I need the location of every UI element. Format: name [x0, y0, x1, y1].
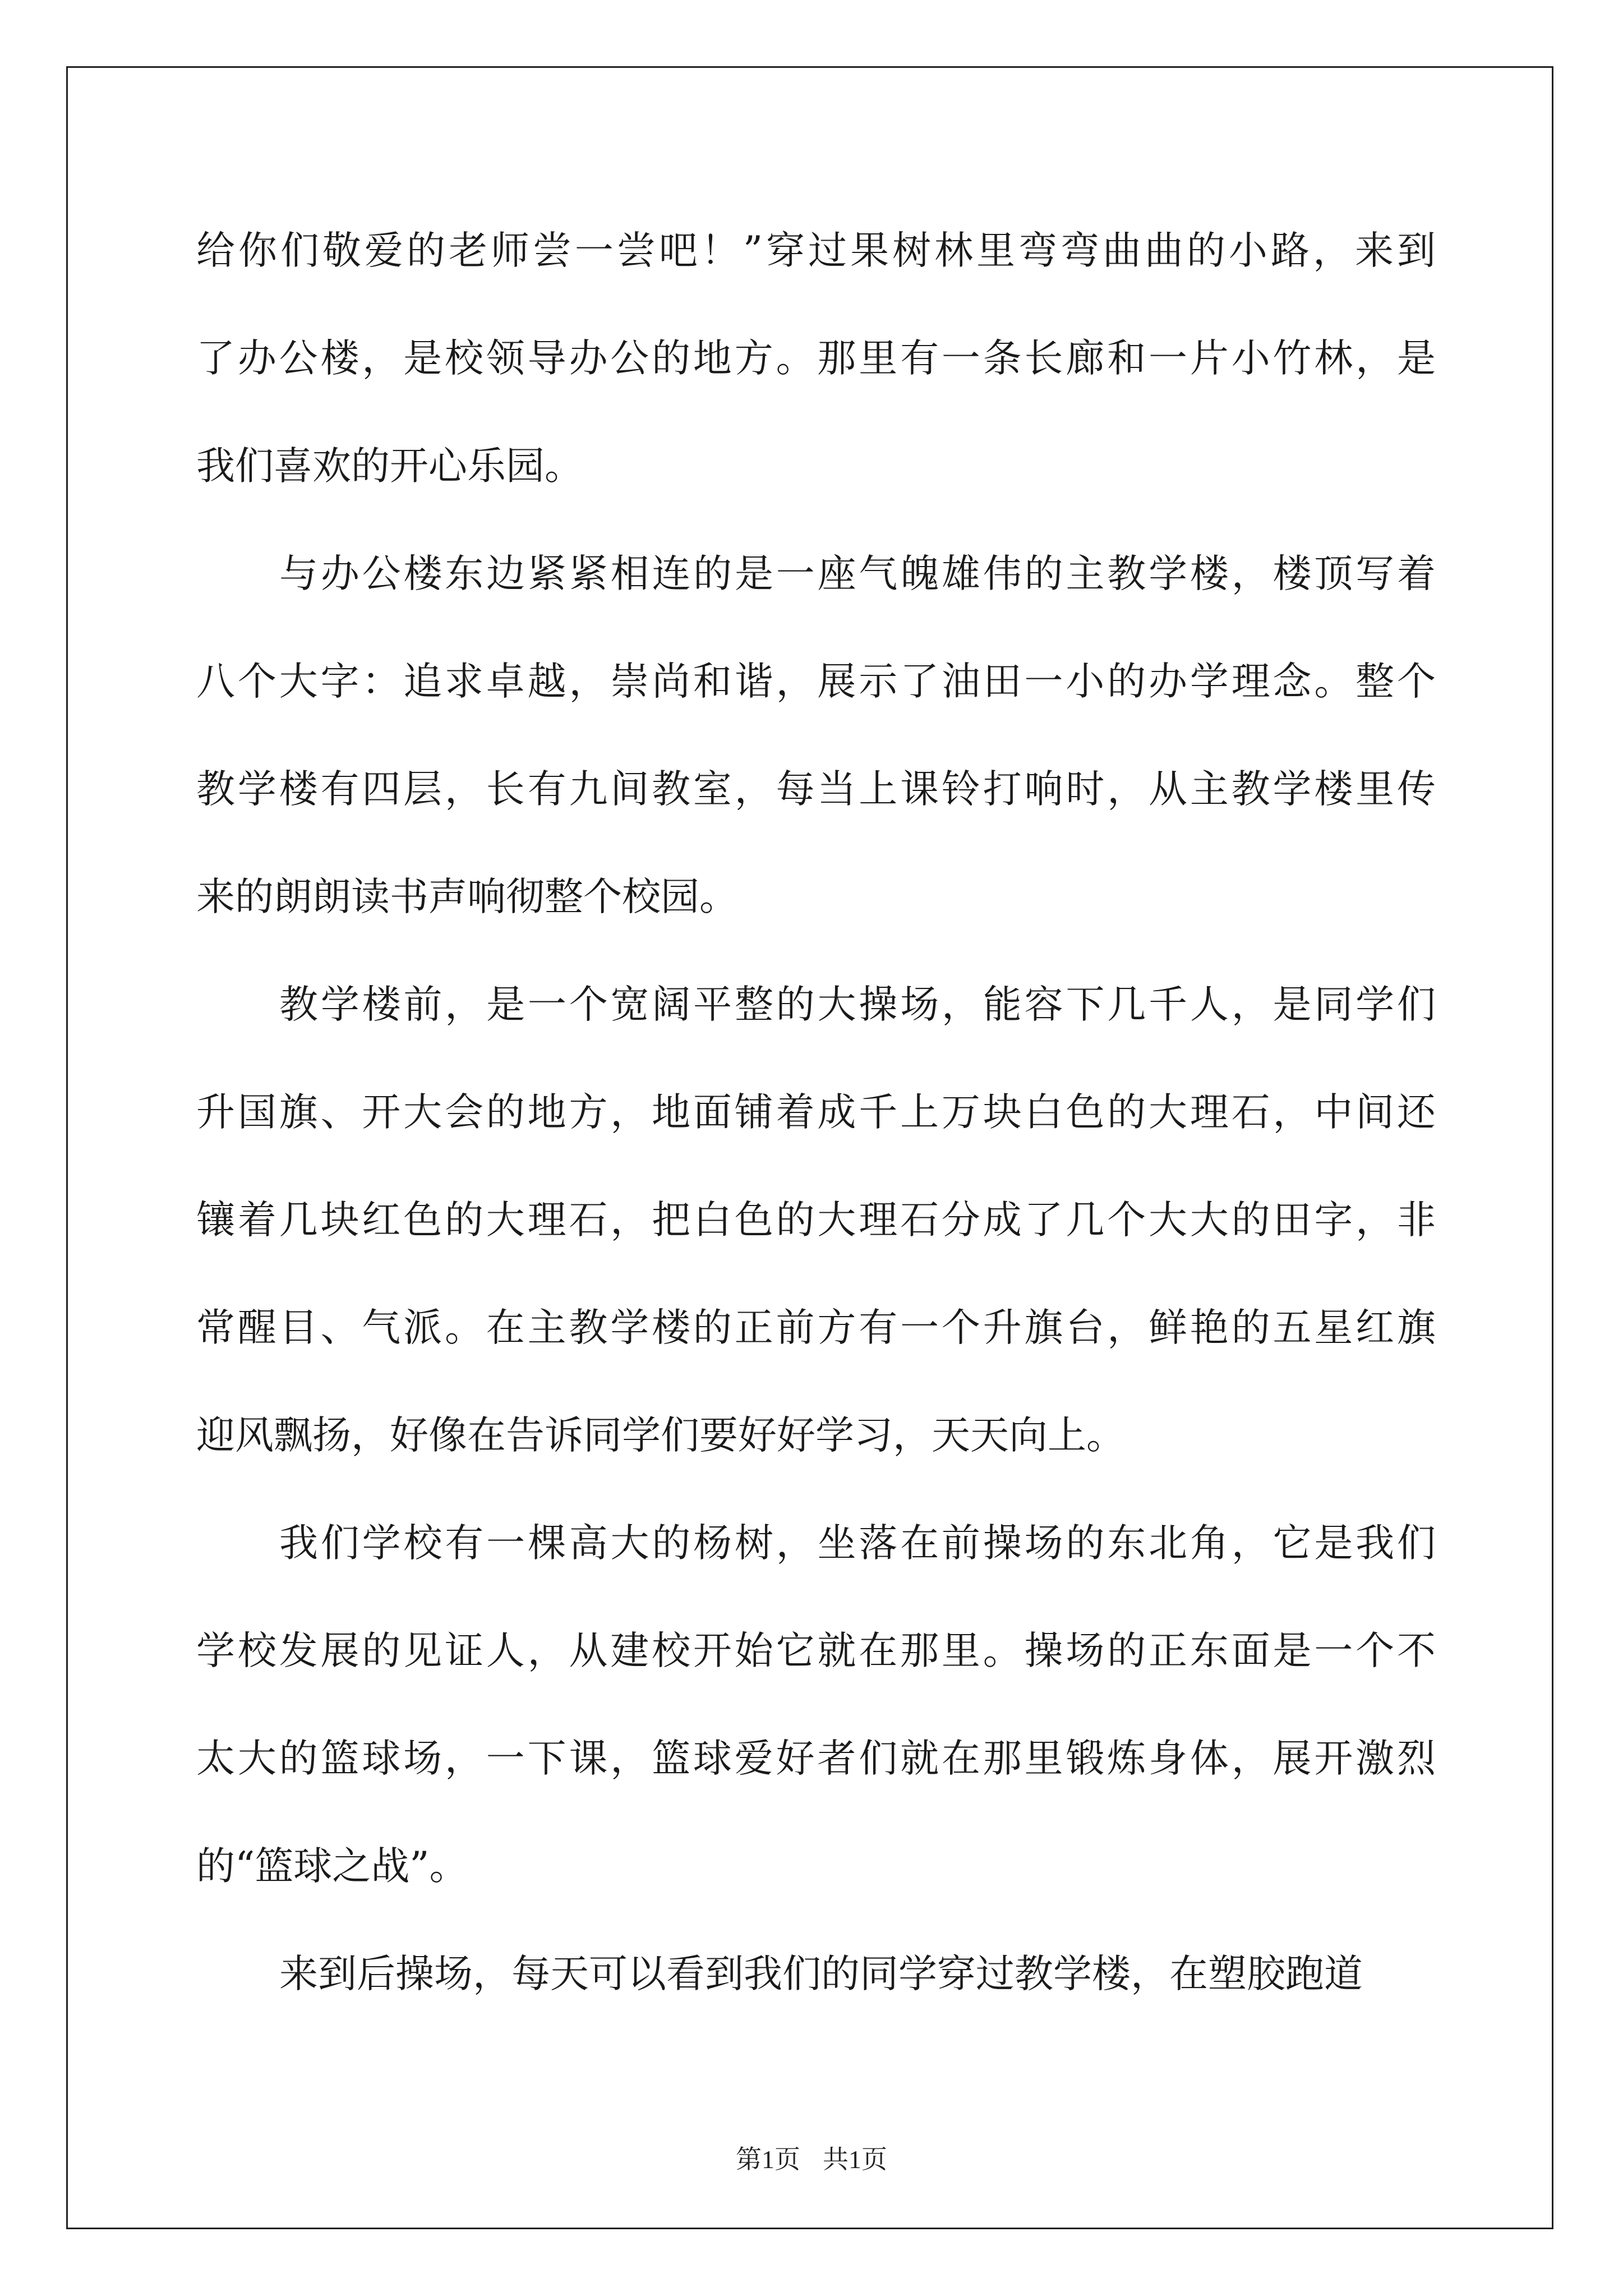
text-line: 升国旗、开大会的地方，地面铺着成千上万块白色的大理石，中间还: [196, 1090, 1436, 1135]
text-line: 教学楼前，是一个宽阔平整的大操场，能容下几千人，是同学们: [279, 982, 1436, 1027]
text-line: 迎风飘扬，好像在告诉同学们要好好学习，天天向上。: [196, 1413, 1125, 1458]
text-line: 镶着几块红色的大理石，把白色的大理石分成了几个大大的田字，非: [196, 1198, 1436, 1243]
text-line: 的“篮球之战”。: [196, 1844, 468, 1889]
text-line: 教学楼有四层，长有九间教室，每当上课铃打响时，从主教学楼里传: [196, 767, 1436, 812]
text-line: 与办公楼东边紧紧相连的是一座气魄雄伟的主教学楼，楼顶写着: [279, 551, 1436, 596]
page-footer: [0, 2143, 1623, 2177]
page-total: 共1页: [823, 2145, 887, 2174]
page-frame: [66, 66, 1553, 2229]
page-number: 第1页: [736, 2145, 800, 2174]
text-line: 太大的篮球场，一下课，篮球爱好者们就在那里锻炼身体，展开激烈: [196, 1736, 1436, 1781]
text-line: 八个大字：追求卓越，崇尚和谐，展示了油田一小的办学理念。整个: [196, 659, 1436, 704]
text-line: 给你们敬爱的老师尝一尝吧！”穿过果树林里弯弯曲曲的小路，来到: [196, 228, 1436, 273]
text-line: 我们学校有一棵高大的杨树，坐落在前操场的东北角，它是我们: [279, 1521, 1436, 1566]
text-line: 我们喜欢的开心乐园。: [196, 444, 583, 489]
text-line: 了办公楼，是校领导办公的地方。那里有一条长廊和一片小竹林，是: [196, 336, 1436, 381]
text-line: 来到后操场，每天可以看到我们的同学穿过教学楼，在塑胶跑道: [279, 1952, 1363, 1996]
text-line: 常醒目、气派。在主教学楼的正前方有一个升旗台，鲜艳的五星红旗: [196, 1305, 1436, 1350]
text-line: 学校发展的见证人，从建校开始它就在那里。操场的正东面是一个不: [196, 1628, 1436, 1673]
text-line: 来的朗朗读书声响彻整个校园。: [196, 875, 738, 919]
